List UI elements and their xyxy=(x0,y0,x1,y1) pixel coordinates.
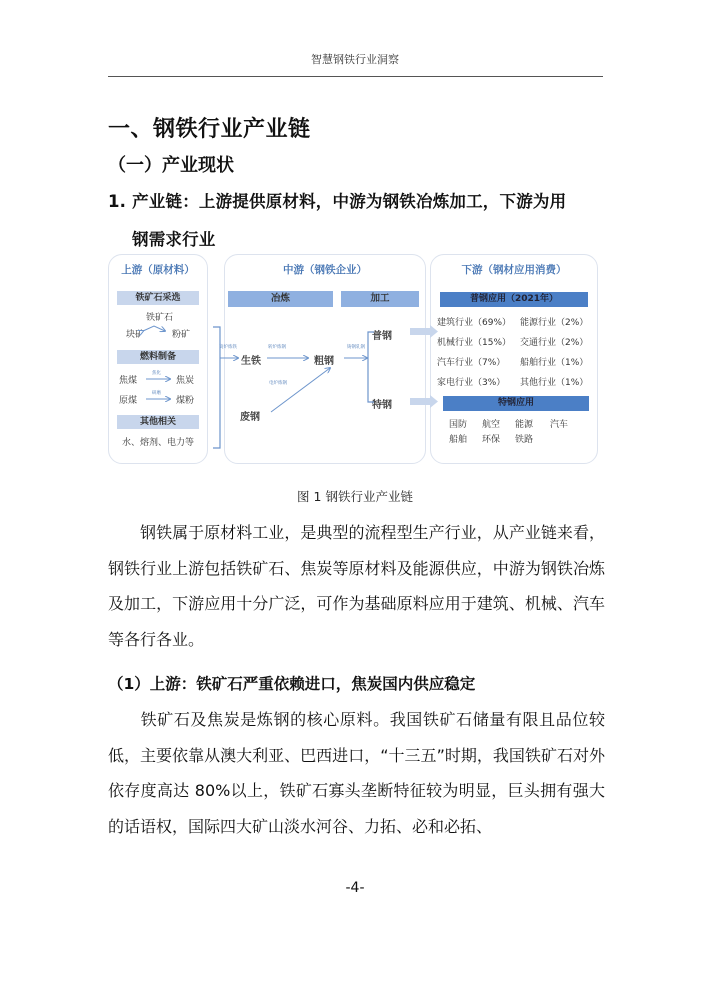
upstream-title: 上游（原材料） xyxy=(121,264,195,276)
special-steel-flow xyxy=(410,398,430,405)
iron-ore-label: 铁矿石 xyxy=(146,313,174,323)
subsection-heading-line1: 1. 产业链：上游提供原材料，中游为钢铁冶炼加工，下游为用 xyxy=(108,192,567,211)
blast-furnace-label: 高炉炼铁 xyxy=(219,345,237,350)
scrap-steel-label: 废钢 xyxy=(240,412,260,423)
paragraph-upstream-text: 铁矿石及焦炭是炼钢的核心原料。我国铁矿石储量有限且品位较低，主要依靠从澳大利亚、巴西进口，“十三五”时期，我国铁矿石对外依存度高达 80%以上，铁矿石寡头垄断特征较为明显，巨头拥有强大的话语权，国际四大矿山淡水河谷、力拓、必和必拓、 xyxy=(108,710,605,836)
figure-caption: 图 1 钢铁行业产业链 xyxy=(297,489,413,504)
paragraph-upstream xyxy=(108,702,605,844)
smelting-header: 冶炼 xyxy=(228,291,333,307)
other-inputs-label: 水、熔剂、电力等 xyxy=(121,438,194,448)
subsection-heading-line2: 钢需求行业 xyxy=(132,230,216,249)
common-app-item: 家电行业（3%） xyxy=(437,378,506,388)
common-app-item: 建筑行业（69%） xyxy=(437,318,512,328)
common-steel-label: 普钢 xyxy=(372,331,392,342)
special-app-item: 船舶 xyxy=(449,435,468,445)
diagram-connectors xyxy=(108,254,604,468)
coking-coal-label: 焦煤 xyxy=(119,376,138,386)
pulverized-coal-label: 煤粉 xyxy=(176,396,195,406)
page-number: -4- xyxy=(345,880,365,896)
common-steel-app-header: 普钢应用（2021年） xyxy=(440,292,588,307)
grinding-process-label: 研磨 xyxy=(152,391,161,396)
mining-header: 铁矿石采选 xyxy=(117,291,199,305)
coke-label: 焦炭 xyxy=(176,376,195,386)
common-app-item: 汽车行业（7%） xyxy=(437,358,506,368)
special-app-item: 航空 xyxy=(482,420,501,430)
special-app-item: 铁路 xyxy=(515,435,534,445)
fuel-header: 燃料制备 xyxy=(117,350,199,364)
special-app-item: 汽车 xyxy=(550,420,569,430)
converter-label: 转炉炼钢 xyxy=(268,345,286,350)
crude-steel-label: 粗钢 xyxy=(314,356,334,367)
special-app-item: 国防 xyxy=(449,420,468,430)
common-app-item: 其他行业（1%） xyxy=(520,378,589,388)
special-app-item: 能源 xyxy=(515,420,534,430)
processing-bracket xyxy=(368,332,374,402)
paragraph-intro-text: 钢铁属于原材料工业，是典型的流程型生产行业，从产业链来看，钢铁行业上游包括铁矿石、焦炭等原材料及能源供应，中游为钢铁冶炼及加工，下游应用十分广泛，可作为基础原料应用于建筑、机械、汽车等各行各业。 xyxy=(108,523,605,649)
special-steel-app-header: 特钢应用 xyxy=(443,396,589,411)
eaf-label: 电炉炼钢 xyxy=(269,381,287,386)
paragraph-intro xyxy=(108,515,605,657)
special-app-item: 环保 xyxy=(482,435,501,445)
ore-split-arrow xyxy=(143,326,165,331)
rolling-label: 铸钢轧钢 xyxy=(347,345,365,350)
fine-ore-label: 粉矿 xyxy=(172,330,191,340)
coking-process-label: 焦化 xyxy=(152,371,161,376)
processing-header: 加工 xyxy=(341,291,419,307)
special-steel-label: 特钢 xyxy=(372,400,392,411)
pig-iron-label: 生铁 xyxy=(241,356,261,367)
running-header: 智慧钢铁行业洞察 xyxy=(311,53,399,66)
common-app-item: 能源行业（2%） xyxy=(520,318,589,328)
raw-coal-label: 原煤 xyxy=(119,396,138,406)
upstream-subheading: （1）上游：铁矿石严重依赖进口，焦炭国内供应稳定 xyxy=(108,675,476,693)
downstream-title: 下游（钢材应用消费） xyxy=(461,264,567,276)
common-app-item: 机械行业（15%） xyxy=(437,338,512,348)
common-steel-flow xyxy=(410,328,430,335)
lump-ore-label: 块矿 xyxy=(126,330,145,340)
header-rule xyxy=(108,76,603,77)
other-header: 其他相关 xyxy=(117,415,199,429)
eaf-arrow xyxy=(271,368,330,412)
section-heading: （一）产业现状 xyxy=(108,155,234,176)
industry-chain-diagram xyxy=(108,254,604,468)
upstream-bracket xyxy=(213,327,220,448)
midstream-title: 中游（钢铁企业） xyxy=(283,264,367,276)
common-app-item: 交通行业（2%） xyxy=(520,338,589,348)
chapter-heading: 一、钢铁行业产业链 xyxy=(108,117,311,142)
common-app-item: 船舶行业（1%） xyxy=(520,358,589,368)
